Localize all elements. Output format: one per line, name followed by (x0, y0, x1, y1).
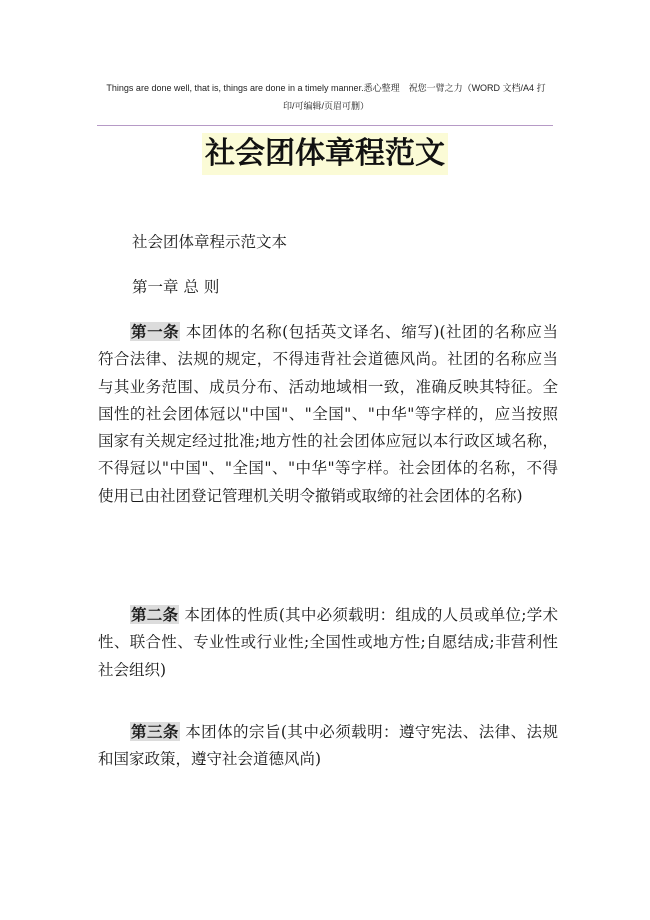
article-text: 本团体的宗旨(其中必须载明：遵守宪法、法律、法规和国家政策，遵守社会道德风尚) (98, 723, 558, 769)
document-title: 社会团体章程范文 (202, 133, 448, 175)
article-text: 本团体的名称(包括英文译名、缩写)(社团的名称应当符合法律、法规的规定，不得违背社会道德风尚。社团的名称应当与其业务范围、成员分布、活动地域相一致，准确反映其特征。全国性的社会团体冠以"中国"、"全国"、"中华"等字样的，应当按照国家有关规定经过批准;地方性的社会团体应冠以本行政区域名称，不得冠以"中国"、"全国"、"中华"等字样。社会团体的名称，不得使用已由社团登记管理机关明令撤销或取缔的社会团体的名称) (98, 323, 558, 505)
header-divider (97, 125, 553, 126)
header-line-2: 印/可编辑/页眉可删） (282, 101, 369, 111)
page-header (96, 79, 556, 115)
article-1 (98, 318, 558, 510)
header-line-1: Things are done well, that is, things are done in a timely manner.悉心整理 祝您一臂之力（WORD 文档/A4 打 (106, 83, 546, 93)
document-subtitle: 社会团体章程示范文本 (132, 233, 288, 251)
document-title-wrap (0, 133, 650, 175)
article-2 (98, 601, 558, 684)
article-label: 第三条 (131, 722, 179, 741)
article-text: 本团体的性质(其中必须载明：组成的人员或单位;学术性、联合性、专业性或行业性;全国性或地方性;自愿结成;非营利性社会组织) (98, 606, 558, 679)
article-label: 第二条 (131, 605, 179, 624)
article-label: 第一条 (131, 322, 180, 341)
article-3 (98, 718, 558, 774)
chapter-heading: 第一章 总 则 (132, 278, 220, 296)
